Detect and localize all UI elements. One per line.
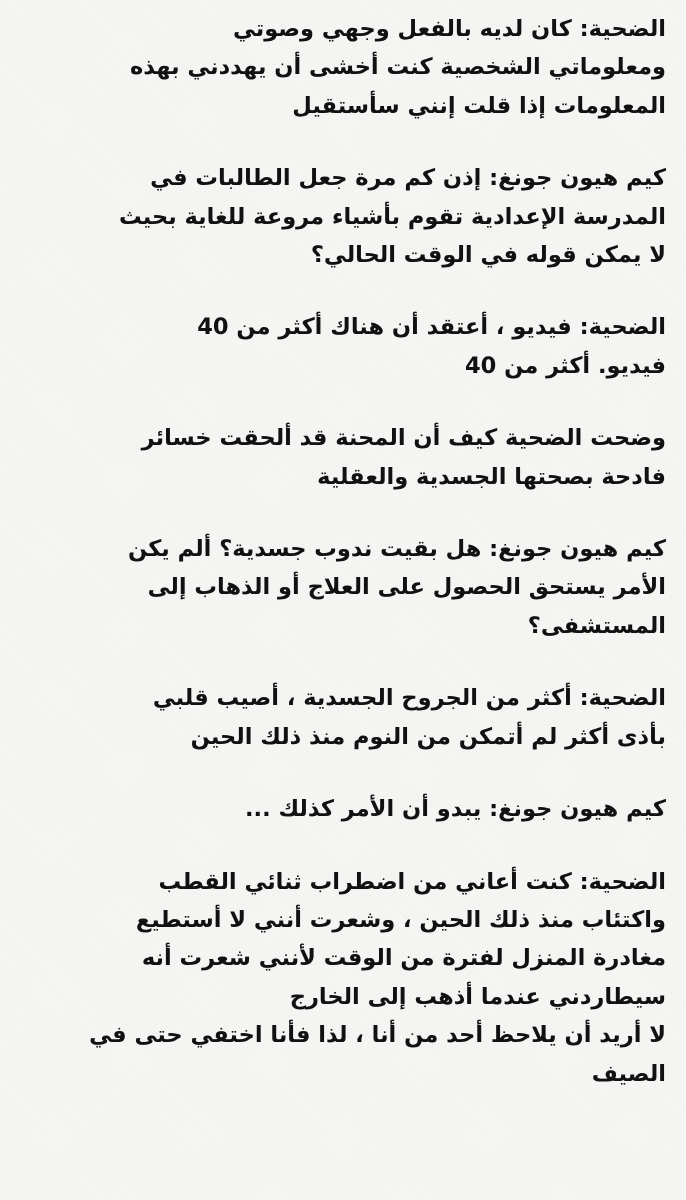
text-line: الضحية: أكثر من الجروح الجسدية ، أصيب قلبي xyxy=(152,685,666,712)
text-line: المعلومات إذا قلت إنني سأستقيل xyxy=(292,92,666,119)
text-line: المدرسة الإعدادية تقوم بأشياء مروعة للغاية بحيث xyxy=(118,203,666,230)
paragraph-interviewer-1 xyxy=(16,159,666,274)
text-line: لا أريد أن يلاحظ أحد من أنا ، لذا فأنا اختفي حتى في xyxy=(89,1022,666,1049)
text-line: واكتئاب منذ ذلك الحين ، وشعرت أنني لا أستطيع xyxy=(135,906,666,933)
text-line: فيديو. أكثر من 40 xyxy=(465,352,666,379)
text-line: وضحت الضحية كيف أن المحنة قد ألحقت خسائر xyxy=(141,425,666,452)
text-line: فادحة بصحتها الجسدية والعقلية xyxy=(317,463,666,490)
text-line: ومعلوماتي الشخصية كنت أخشى أن يهددني بهذه xyxy=(129,54,666,81)
text-line: الضحية: كان لديه بالفعل وجهي وصوتي xyxy=(232,16,666,42)
text-line: سيطاردني عندما أذهب إلى الخارج xyxy=(289,983,666,1010)
paragraph-victim-2 xyxy=(16,308,666,385)
text-line: الضحية: كنت أعاني من اضطراب ثنائي القطب xyxy=(158,868,666,895)
paragraph-victim-4 xyxy=(16,863,666,1093)
text-line: الضحية: فيديو ، أعتقد أن هناك أكثر من 40 xyxy=(197,314,666,341)
text-line: بأذى أكثر لم أتمكن من النوم منذ ذلك الحين xyxy=(190,723,666,750)
paragraph-interviewer-3 xyxy=(16,790,666,828)
paragraph-narration xyxy=(16,419,666,496)
text-line: لا يمكن قوله في الوقت الحالي؟ xyxy=(310,242,666,269)
paragraph-victim-1 xyxy=(16,10,666,125)
text-line: الصيف xyxy=(591,1060,666,1087)
text-line: مغادرة المنزل لفترة من الوقت لأنني شعرت أنه xyxy=(141,945,666,972)
text-line: كيم هيون جونغ: إذن كم مرة جعل الطالبات في xyxy=(150,165,666,192)
text-line: كيم هيون جونغ: هل بقيت ندوب جسدية؟ ألم يكن xyxy=(127,536,666,563)
paragraph-victim-3 xyxy=(16,679,666,756)
text-line: الأمر يستحق الحصول على العلاج أو الذهاب إلى xyxy=(147,574,666,601)
text-line: كيم هيون جونغ: يبدو أن الأمر كذلك ... xyxy=(244,796,666,823)
text-line: المستشفى؟ xyxy=(527,612,666,639)
paragraph-interviewer-2 xyxy=(16,530,666,645)
